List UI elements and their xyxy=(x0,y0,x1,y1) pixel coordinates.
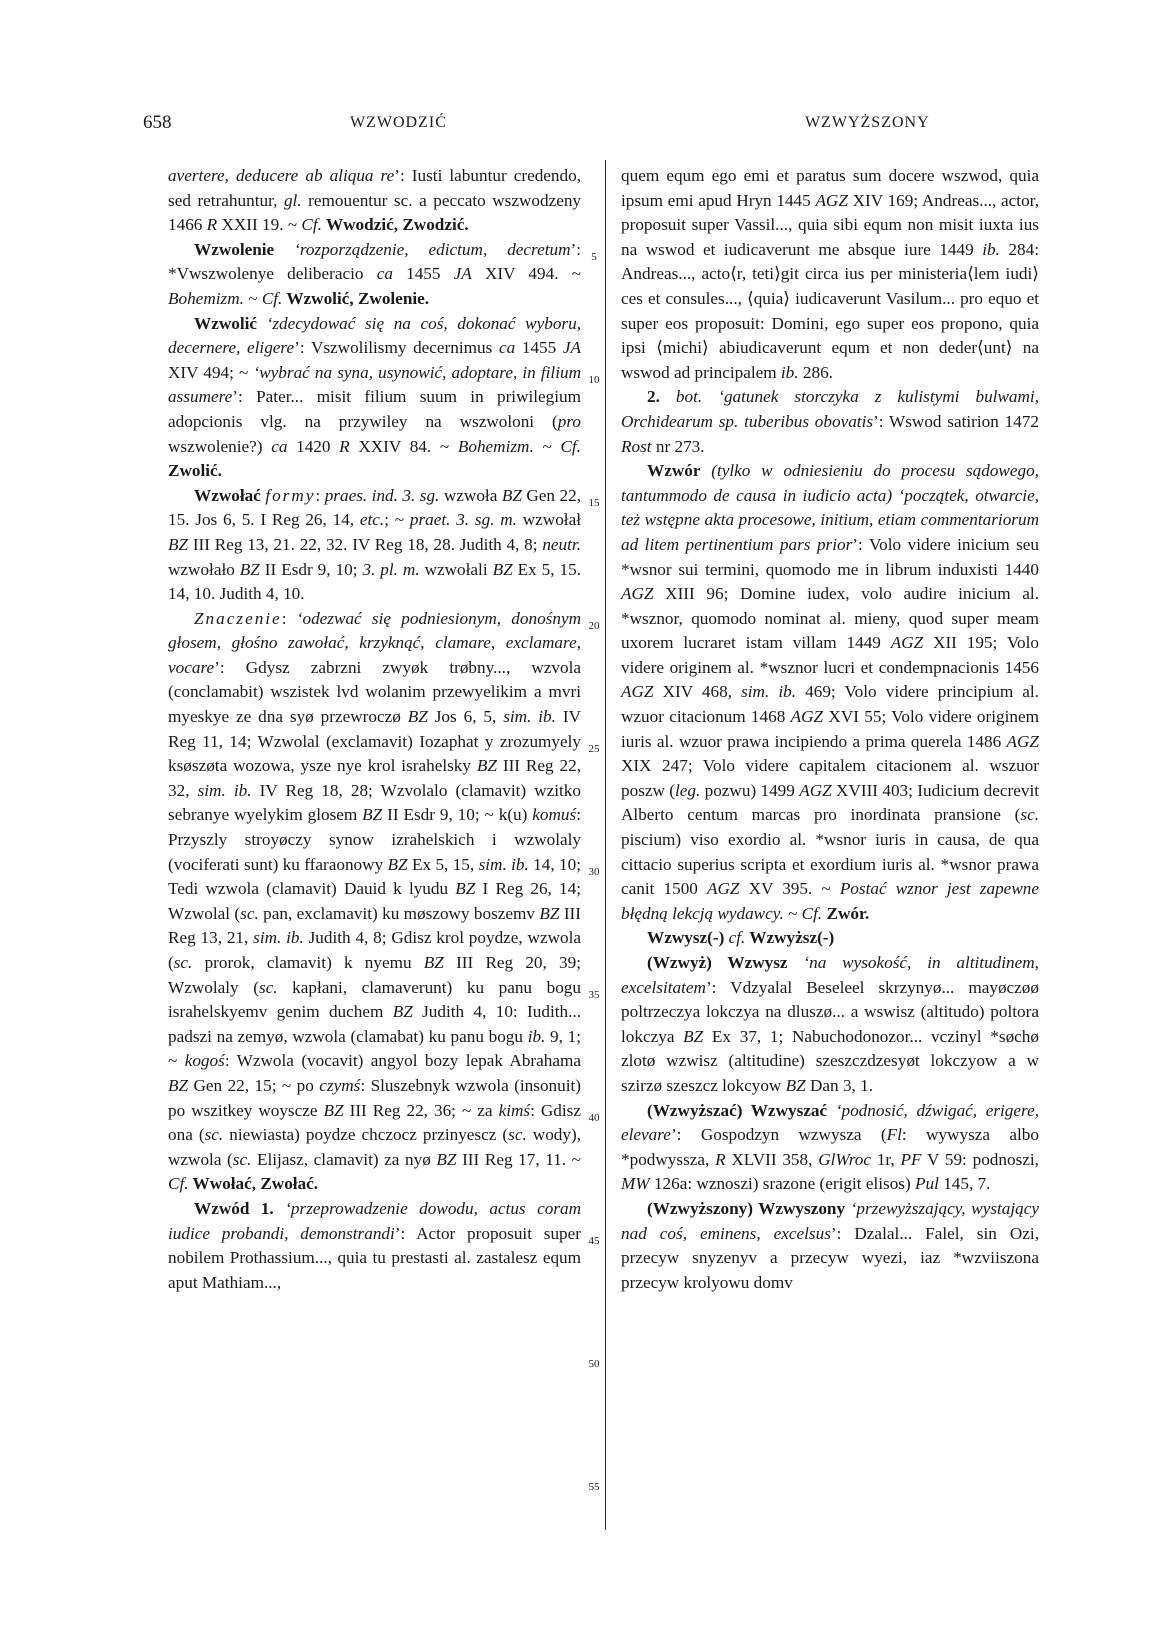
line-number: 45 xyxy=(588,1235,600,1247)
running-head-left: WZWODZIĆ xyxy=(350,114,447,131)
entry-wzwolac-formy: Wzwołać formy: praes. ind. 3. sg. wzwoła BZ Gen 22, 15. Jos 6, 5. I Reg 26, 14, etc.; ~ praet. 3. sg. m. wzwołał BZ III Reg 13, 21. 22, 32. IV Reg 18, 28. Judith 4, 8; neutr. wzwołało BZ II Esdr 9, 10; 3. pl. m. wzwołali BZ Ex 5, 15. 14, 10. Judith 4, 10. xyxy=(168,485,581,604)
left-column xyxy=(168,164,581,1295)
entry-wzwolac-znaczenie: Znaczenie: ‘odezwać się podniesionym, donośnym głosem, głośno zawołać, krzyknąć, clamare, exclamare, vocare’: Gdysz zabrzni zwyøk trøbny..., wzvola (conclamabit) wszistek lvd wolanim przewyelikim a mvri myeskye ze dna syø przewroczø BZ Jos 6, 5, sim. ib. IV Reg 11, 14; Wzwolal (exclamavit) Iozaphat y zrozumyely ksøszøta wozowa, ysze nye krol israhelsky BZ III Reg 22, 32, sim. ib. IV Reg 18, 28; Wzvolalo (clamavit) wzitko sebranye wyelykim glosem BZ II Esdr 9, 10; ~ k(u) komuś: Przyszly stroyøczy synow izrahelskich i wzwolaly (vociferati sunt) ku ffaraonowy BZ Ex 5, 15, sim. ib. 14, 10; Tedi wzwola (clamavit) Dauid k lyudu BZ I Reg 26, 14; Wzwolal (sc. pan, exclamavit) ku møszowy boszemv BZ III Reg 13, 21, sim. ib. Judith 4, 8; Gdisz krol poydze, wzwola (sc. prorok, clamavit) k nyemu BZ III Reg 20, 39; Wzwolaly (sc. kapłani, clamaverunt) ku panu bogu israhelskyemv genim duchem BZ Judith 4, 10: Iudith... padszi na zemyø, wzwola (clamabat) ku panu bogu ib. 9, 1; ~ kogoś: Wzwola (vocavit) angyol bozy lepak Abrahama BZ Gen 22, 15; ~ po czymś: Sluszebnyk wzwola (insonuit) po wszitkey woyscze BZ III Reg 22, 36; ~ za kimś: Gdisz ona (sc. niewiasta) poydze chczocz przinyescz (sc. wody), wzwola (sc. Elijasz, clamavit) za nyø BZ III Reg 17, 11. ~ Cf. Wwołać, Zwołać. xyxy=(168,608,582,1194)
entry-wzwyzszac: (Wzwyższać) Wzwyszać ‘podnosić, dźwigać, erigere, elevare’: Gospodzyn wzwysza (Fl: wywysza albo *podwyssza, R XLVII 358, GlWroc 1r, PF V 59: podnoszi, MW 126a: wznoszi) srazone (erigit elisos) Pul 145, 7. xyxy=(621,1100,1039,1194)
entry-wzwysz-crossref: Wzwysz(-) cf. Wzwyższ(-) xyxy=(647,928,835,948)
entry-continuation-wzwodzic: avertere, deducere ab aliqua re’: Iusti labuntur credendo, sed retrahuntur, gl. remouentur sc. a peccato wszwodzeny 1466 R XXII 19. ~ Cf. Wwodzić, Zwodzić. xyxy=(168,166,582,235)
line-number: 25 xyxy=(588,743,600,755)
line-number: 30 xyxy=(588,866,600,878)
page-number: 658 xyxy=(143,112,172,133)
line-number: 5 xyxy=(591,251,597,263)
line-number: 20 xyxy=(588,620,600,632)
entry-wzwod: Wzwód 1. ‘przeprowadzenie dowodu, actus coram iudice probandi, demonstrandi’: Actor proposuit super nobilem Prothassium..., quia tu prestasti al. zastalesz equm aput Mathiam..., xyxy=(168,1198,582,1292)
entry-wzwolenie: Wzwolenie ‘rozporządzenie, edictum, decretum’: *Vwszwolenye deliberacio ca 1455 JA XIV 494. ~ Bohemizm. ~ Cf. Wzwolić, Zwolenie. xyxy=(168,239,581,308)
entry-wzwolic: Wzwolić ‘zdecydować się na coś, dokonać wyboru, decernere, eligere’: Vszwolilismy decernimus ca 1455 JA XIV 494; ~ ‘wybrać na syna, usynowić, adoptare, in filium assumere’: Pater... misit filium suum in priwilegium adopcionis vlg. na przywiley na wszwoloni (pro wszwolenie?) ca 1420 R XXIV 84. ~ Bohemizm. ~ Cf. Zwolić. xyxy=(168,313,582,481)
entry-wzwyzszony: (Wzwyższony) Wzwyszony ‘przewyższający, wystający nad coś, eminens, excelsus’: Dzalal... Falel, sin Ozi, przecyw snyzenyv a przecyw wyezi, iaz *wzviiszona przecyw krolyowu domv xyxy=(621,1198,1040,1292)
entry-wzwod-continuation: quem equm ego emi et paratus sum docere wszwod, quia ipsum emi apud Hryn 1445 AGZ XIV 169; Andreas..., actor, proposuit super Vassil..., quia sibi equm non misit iuxta ius na wswod et iudicaverunt me absque iure 1449 ib. 284: Andreas..., acto⟨r, teti⟩git circa ius per ministeria⟨lem iudi⟩ces et consules..., ⟨quia⟩ iudicaverunt Vasilum... pro equo et super eos proposuit: Domini, ego super eos propono, quia ipsi ⟨michi⟩ abiudicaverunt equm et non deder⟨unt⟩ na wswod ad principalem ib. 286. xyxy=(621,166,1040,382)
line-number: 10 xyxy=(588,374,600,386)
right-column xyxy=(621,164,1039,1295)
line-number: 15 xyxy=(588,497,600,509)
column-divider xyxy=(605,160,606,1530)
line-number: 50 xyxy=(588,1358,600,1370)
line-number: 40 xyxy=(588,1112,600,1124)
running-head-right: WZWYŻSZONY xyxy=(805,114,930,131)
entry-wzwor: Wzwór (tylko w odniesieniu do procesu sądowego, tantummodo de causa in iudicio acta) ‘początek, otwarcie, też wstępne akta procesowe, initium, etiam commentariorum ad litem pertinentium pars prior’: Volo videre inicium seu *wsnor sui termini, quomodo me in librum induxisti 1440 AGZ XIII 96; Domine iudex, volo audire inicium al. *wsznor, quomodo nominat al. mieny, quod super meam uxorem lucraret istam villam 1449 AGZ XII 195; Volo videre originem al. *wsznor lucri et condempnacionis 1456 AGZ XIV 468, sim. ib. 469; Volo videre principium al. wzuor citacionum 1468 AGZ XVI 55; Volo videre originem iuris al. wzuor prawa incipiendo a prima querela 1486 AGZ XIX 247; Volo videre capitalem citacionem al. wszuor poszw (leg. pozwu) 1499 AGZ XVIII 403; Iudicium decrevit Alberto centum marcas pro inordinata pransione (sc. piscium) viso exordio al. *wsnor iuris in causa, de qua cittacio superius scripta et exordium iuris al. *wsnor prawa canit 1500 AGZ XV 395. ~ Postać wznor jest zapewne błędną lekcją wydawcy. ~ Cf. Zwór. xyxy=(621,461,1040,923)
line-number: 35 xyxy=(588,989,600,1001)
entry-wzwod-sense-2: 2. bot. ‘gatunek storczyka z kulistymi bulwami, Orchidearum sp. tuberibus obovatis’: Wswod satirion 1472 Rost nr 273. xyxy=(621,387,1039,456)
line-number: 55 xyxy=(588,1481,600,1493)
entry-wzwyz: (Wzwyż) Wzwysz ‘na wysokość, in altitudinem, excelsitatem’: Vdzyalal Beseleel skrzynyø... mayøczøø poltrzeczya lokczya na dluszø... a wswisz (altitudo) poltora lokczya BZ Ex 37, 1; Nabuchodonozor... vczinyl *søchø zlotø wzwisz (altitudine) szeszczdzesyøt lokczyow a w szirzø szeszcz lokcyow BZ Dan 3, 1. xyxy=(621,953,1039,1095)
